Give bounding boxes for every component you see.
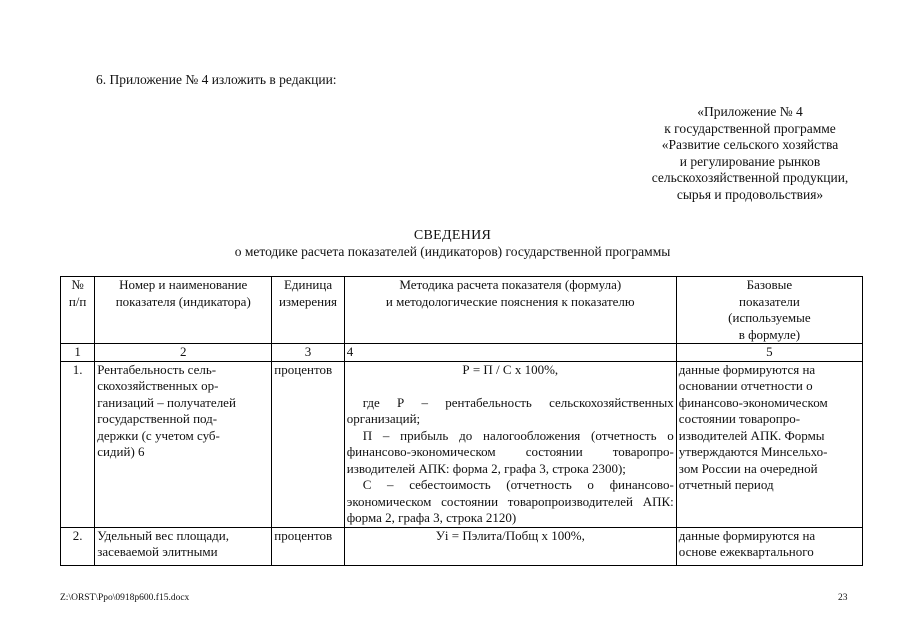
- appendix-line: и регулирование рынков: [679, 153, 821, 169]
- header-text: измерения: [278, 293, 338, 309]
- base-line: основе ежеквартального: [678, 544, 814, 559]
- indicators-table: [60, 276, 863, 566]
- indicator-name-line: Рентабельность сель-: [97, 361, 217, 377]
- method-explanation: С – себестоимость (отчетность о финансово-экономическом состоянии товаропроизводителей АПК: форма 2, графа 3, строка 2120): [346, 477, 674, 525]
- table-row: [61, 361, 863, 527]
- column-number: 2: [95, 344, 272, 362]
- header-text: Номер и наименование: [119, 277, 248, 292]
- indicator-name-line: ганизаций – получателей: [97, 394, 236, 410]
- method-cell: [344, 361, 676, 527]
- table-header-row: [61, 277, 863, 344]
- appendix-line: «Развитие сельского хозяйства: [661, 137, 839, 152]
- file-path: Z:\ORST\Ppo\0918p600.f15.docx: [60, 593, 190, 603]
- method-explanation: П – прибыль до налогообложения (отчетность о финансово-экономическом состоянии товаропро-изводителей АПК: форма 2, графа 3, строка 2300);: [346, 427, 674, 476]
- table-row: [61, 527, 863, 565]
- header-cell-number: [61, 277, 95, 344]
- header-cell-unit: [272, 277, 344, 344]
- header-text: Методика расчета показателя (формула): [399, 277, 622, 292]
- row-number: 1.: [61, 361, 95, 527]
- unit-of-measure: процентов: [272, 527, 344, 565]
- header-text: (используемые: [728, 310, 811, 325]
- indicator-name: [95, 527, 272, 565]
- column-number-row: [61, 344, 863, 362]
- indicator-name-line: Удельный вес площади,: [97, 527, 230, 543]
- indicator-name-line: скохозяйственных ор-: [97, 378, 219, 393]
- page-number: 23: [838, 593, 848, 603]
- base-line: финансово-экономическом: [678, 394, 828, 410]
- indicator-name-line: сидий) 6: [97, 444, 145, 459]
- header-text: показателя (индикатора): [115, 293, 251, 309]
- formula: Уi = Пэлита/Побщ х 100%,: [435, 527, 585, 543]
- formula: Р = П / С х 100%,: [462, 361, 559, 377]
- header-cell-method: [344, 277, 676, 344]
- header-text: №: [71, 277, 84, 292]
- column-number: 3: [272, 344, 344, 362]
- base-line: данные формируются на: [678, 361, 816, 377]
- header-text: Единица: [283, 277, 333, 292]
- indicator-name-line: государственной под-: [97, 411, 218, 426]
- column-number: 4: [344, 344, 676, 362]
- base-line: основании отчетности о: [678, 378, 813, 393]
- header-cell-base: [676, 277, 862, 344]
- header-text: и методологические пояснения к показателю: [385, 293, 635, 309]
- row-number: 2.: [61, 527, 95, 565]
- base-indicators: [676, 361, 862, 527]
- header-cell-name: [95, 277, 272, 344]
- heading-subtitle: о методике расчета показателей (индикаторов) государственной программы: [234, 244, 671, 259]
- base-line: состоянии товаропро-: [678, 411, 801, 426]
- heading-title: СВЕДЕНИЯ: [413, 228, 492, 243]
- indicator-name-line: держки (с учетом суб-: [97, 427, 220, 443]
- base-line: утверждаются Минсельхо-: [678, 444, 828, 459]
- indicator-name-line: засеваемой элитными: [97, 544, 218, 559]
- intro-paragraph: 6. Приложение № 4 изложить в редакции:: [96, 72, 337, 87]
- method-cell: [344, 527, 676, 565]
- column-number: 1: [61, 344, 95, 362]
- header-text: п/п: [68, 293, 87, 309]
- base-line: зом России на очередной: [678, 460, 818, 476]
- base-line: отчетный период: [678, 477, 774, 492]
- appendix-line: сельскохозяйственной продукции,: [651, 170, 849, 185]
- base-line: данные формируются на: [678, 527, 816, 543]
- appendix-line: к государственной программе: [664, 120, 836, 136]
- appendix-reference: [600, 104, 900, 203]
- base-line: изводителей АПК. Формы: [678, 427, 825, 443]
- header-text: Базовые: [746, 277, 793, 292]
- document-heading: [0, 228, 905, 260]
- indicator-name: [95, 361, 272, 527]
- appendix-line: «Приложение № 4: [697, 104, 803, 119]
- unit-of-measure: процентов: [272, 361, 344, 527]
- header-text: показатели: [738, 293, 800, 309]
- method-explanation: где Р – рентабельность сельскохозяйственных организаций;: [346, 394, 674, 426]
- header-text: в формуле): [738, 326, 801, 342]
- column-number: 5: [676, 344, 862, 362]
- appendix-line: сырья и продовольствия»: [676, 186, 824, 202]
- base-indicators: [676, 527, 862, 565]
